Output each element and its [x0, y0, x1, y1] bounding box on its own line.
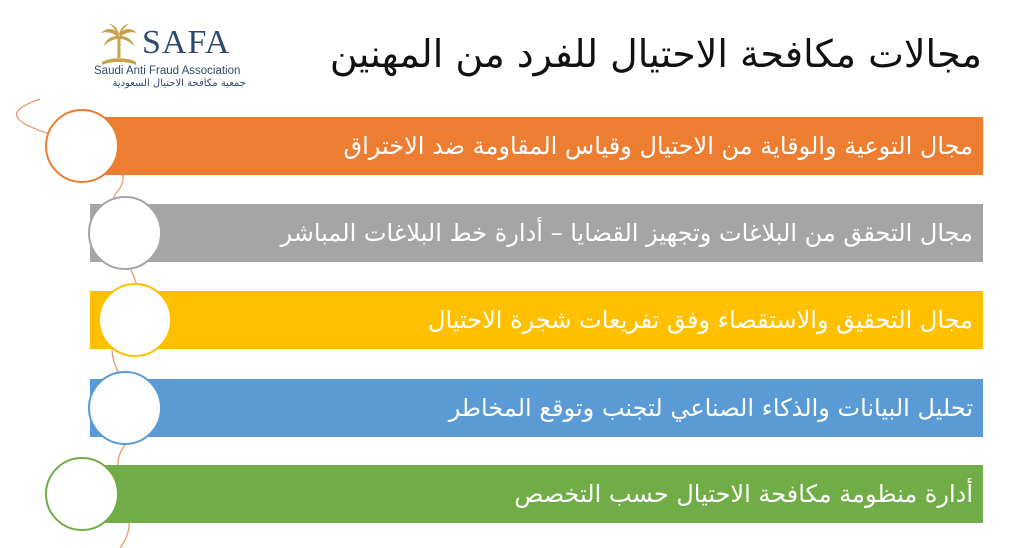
category-band-3: مجال التحقيق والاستقصاء وفق تفريعات شجرة الاحتيال — [90, 291, 983, 349]
category-band-1: مجال التوعية والوقاية من الاحتيال وقياس المقاومة ضد الاختراق — [90, 117, 983, 175]
palm-tree-icon — [96, 22, 142, 68]
band-marker-circle-2 — [88, 196, 162, 270]
logo-arabic-name: جمعية مكافحة الاحتيال السعودية — [112, 78, 246, 89]
category-band-5: أدارة منظومة مكافحة الاحتيال حسب التخصص — [90, 465, 983, 523]
logo-english-name: Saudi Anti Fraud Association — [94, 65, 241, 77]
logo-wordmark: SAFA — [142, 24, 231, 61]
band-marker-circle-3 — [98, 283, 172, 357]
category-band-4: تحليل البيانات والذكاء الصناعي لتجنب وتوقع المخاطر — [90, 379, 983, 437]
safa-logo — [92, 22, 252, 92]
category-band-2: مجال التحقق من البلاغات وتجهيز القضايا – أدارة خط البلاغات المباشر — [90, 204, 983, 262]
band-marker-circle-1 — [45, 109, 119, 183]
page-title: مجالات مكافحة الاحتيال للفرد من المهنين — [329, 32, 982, 76]
band-marker-circle-4 — [88, 371, 162, 445]
band-marker-circle-5 — [45, 457, 119, 531]
